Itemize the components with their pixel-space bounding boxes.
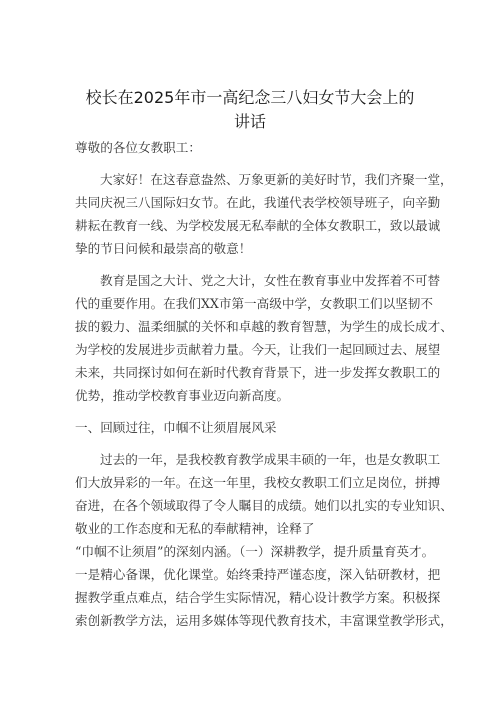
- paragraph-line: “巾帼不让须眉”的深刻内涵。（一）深耕教学，提升质量育英才。: [75, 544, 435, 559]
- paragraph-line: 拔的毅力、温柔细腻的关怀和卓越的教育智慧，为学生的成长成才、: [75, 319, 453, 334]
- paragraph-line: 代的重要作用。在我们XX市第一高级中学，女教职工们以坚韧不: [75, 296, 433, 311]
- paragraph-gap: [75, 159, 447, 168]
- paragraph-line: 共同庆祝三八国际妇女节。在此，我谨代表学校领导班子，向辛勤: [75, 195, 441, 210]
- paragraph-line: 索创新教学方法，运用多媒体等现代教育技术，丰富课堂教学形式，: [75, 613, 453, 628]
- paragraph-line: 挚的节日问候和最崇高的敬意！: [75, 241, 252, 256]
- paragraph-line: 敬业的工作态度和无私的奉献精神，诠释了: [75, 521, 315, 536]
- paragraph-line: 一是精心备课，优化课堂。始终秉持严谨态度，深入钻研教材，把: [75, 567, 441, 582]
- paragraph-line: 未来，共同探讨如何在新时代教育背景下，进一步发挥女教职工的: [75, 365, 441, 380]
- paragraph-line: 优势，推动学校教育事业迈向新高度。: [75, 388, 290, 403]
- title-line-1: 校长在2025年市一高纪念三八妇女节大会上的: [85, 88, 415, 107]
- paragraph-gap: [75, 260, 447, 269]
- document-title: [70, 86, 430, 134]
- paragraph-line: 教育是国之大计、党之大计，女性在教育事业中发挥着不可替: [100, 273, 441, 288]
- paragraph-line: 过去的一年，是我校教育教学成果丰硕的一年，也是女教职工: [100, 452, 441, 467]
- paragraph-line: 尊敬的各位女教职工：: [75, 140, 201, 155]
- paragraph-line: 一、回顾过往，巾帼不让须眉展风采: [75, 420, 277, 435]
- paragraph-gap: [75, 439, 447, 448]
- title-line-2: 讲话: [233, 112, 266, 131]
- paragraph-line: 奋进，在各个领域取得了令人瞩目的成绩。她们以扎实的专业知识、: [75, 498, 453, 513]
- paragraph-line: 大家好！在这春意盎然、万象更新的美好时节，我们齐聚一堂，: [100, 172, 453, 187]
- paragraph-line: 们大放异彩的一年。在这一年里，我校女教职工们立足岗位，拼搏: [75, 475, 441, 490]
- paragraph-gap: [75, 407, 447, 416]
- document-body: [75, 136, 453, 632]
- paragraph-line: 耕耘在教育一线、为学校发展无私奉献的全体女教职工，致以最诚: [75, 218, 441, 233]
- paragraph-line: 为学校的发展进步贡献着力量。今天，让我们一起回顾过去、展望: [75, 342, 441, 357]
- paragraph-line: 握教学重点难点，结合学生实际情况，精心设计教学方案。积极探: [75, 590, 441, 605]
